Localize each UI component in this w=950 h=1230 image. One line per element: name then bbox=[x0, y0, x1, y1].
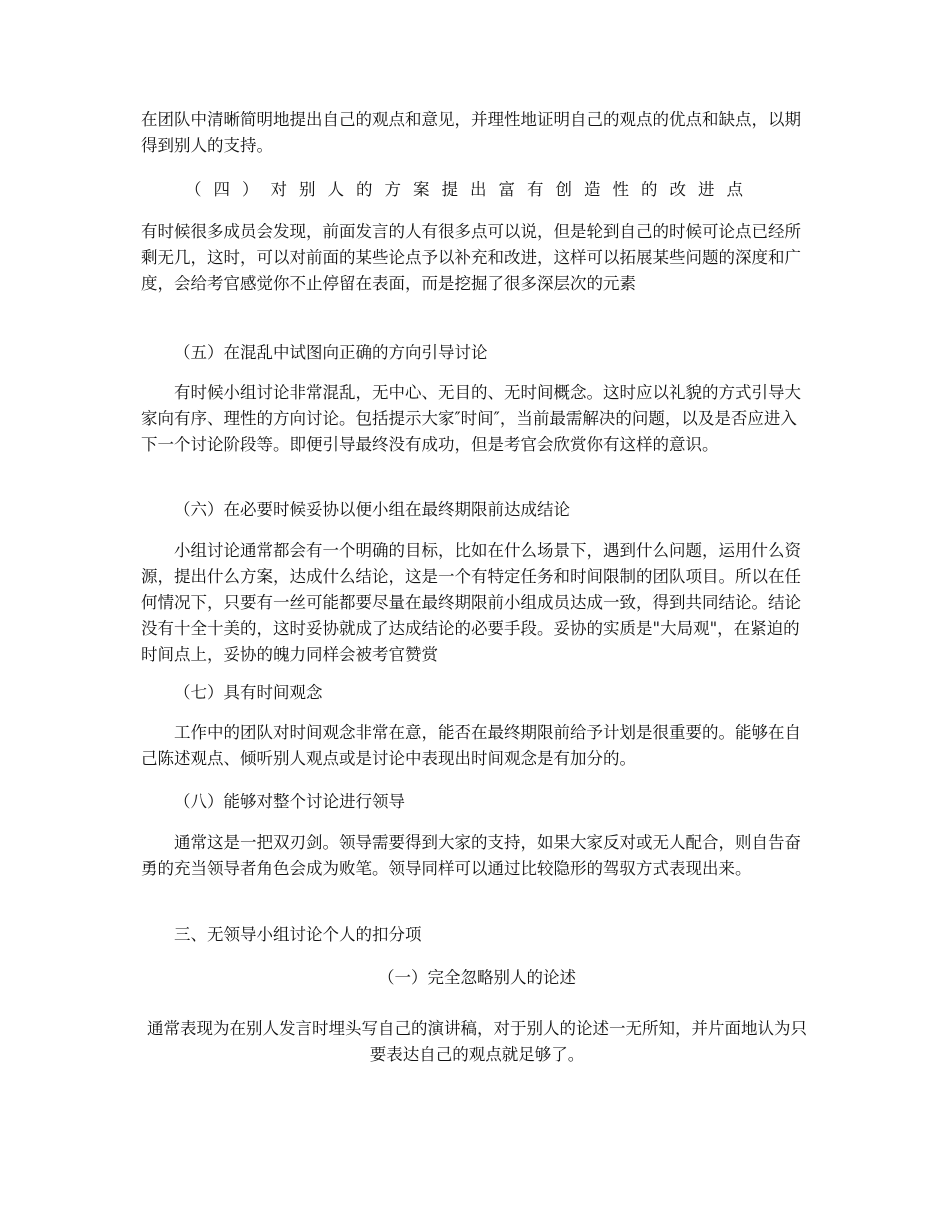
heading-compromise: （六）在必要时候妥协以便小组在最终期限前达成结论 bbox=[174, 500, 570, 519]
paragraph-time-awareness: 工作中的团队对时间观念非常在意，能否在最终期限前给予计划是很重要的。能够在自己陈述观点、倾听别人观点或是讨论中表现出时间观念是有加分的。 bbox=[141, 723, 801, 768]
paragraph-supplement-points: 有时候很多成员会发现，前面发言的人有很多点可以说，但是轮到自己的时候可论点已经所剩无几，这时，可以对前面的某些论点予以补充和改进，这样可以拓展某些问题的深度和广度，会给考官感觉你不止停留在表面，而是挖掘了很多深层次的元素 bbox=[141, 222, 801, 293]
section-heading-deductions: 三、无领导小组讨论个人的扣分项 bbox=[174, 925, 422, 944]
heading-time-awareness: （七）具有时间观念 bbox=[174, 683, 323, 702]
paragraph-leadership: 通常这是一把双刃剑。领导需要得到大家的支持，如果大家反对或无人配合，则自告奋勇的充当领导者角色会成为败笔。领导同样可以通过比较隐形的驾驭方式表现出来。 bbox=[141, 833, 801, 878]
paragraph-compromise: 小组讨论通常都会有一个明确的目标，比如在什么场景下，遇到什么问题，运用什么资源，提出什么方案，达成什么结论，这是一个有特定任务和时间限制的团队项目。所以在任何情况下，只要有一丝可能都要尽量在最终期限前小组成员达成一致，得到共同结论。结论没有十全十美的，这时妥协就成了达成结论的必要手段。妥协的实质是"大局观"，在紧迫的时间点上，妥协的魄力同样会被考官赞赏 bbox=[141, 541, 801, 664]
heading-leadership: （八）能够对整个讨论进行领导 bbox=[174, 792, 405, 811]
paragraph-guide-discussion: 有时候小组讨论非常混乱，无中心、无目的、无时间概念。这时应以礼貌的方式引导大家向有序、理性的方向讨论。包括提示大家″时间″，当前最需解决的问题，以及是否应进入下一个讨论阶段等。即便引导最终没有成功，但是考官会欣赏你有这样的意识。 bbox=[141, 383, 801, 454]
heading-ignore-others: （一）完全忽略别人的论述 bbox=[378, 968, 576, 987]
paragraph-ignore-others: 通常表现为在别人发言时埋头写自己的演讲稿，对于别人的论述一无所知，并片面地认为只要表达自己的观点就足够了。 bbox=[147, 1019, 807, 1064]
heading-improve-others-plans: （四）对别人的方案提出富有创造性的改进点 bbox=[185, 180, 755, 199]
paragraph-argue-clearly: 在团队中清晰简明地提出自己的观点和意见，并理性地证明自己的观点的优点和缺点，以期得到别人的支持。 bbox=[141, 110, 801, 155]
heading-guide-discussion: （五）在混乱中试图向正确的方向引导讨论 bbox=[174, 343, 488, 362]
